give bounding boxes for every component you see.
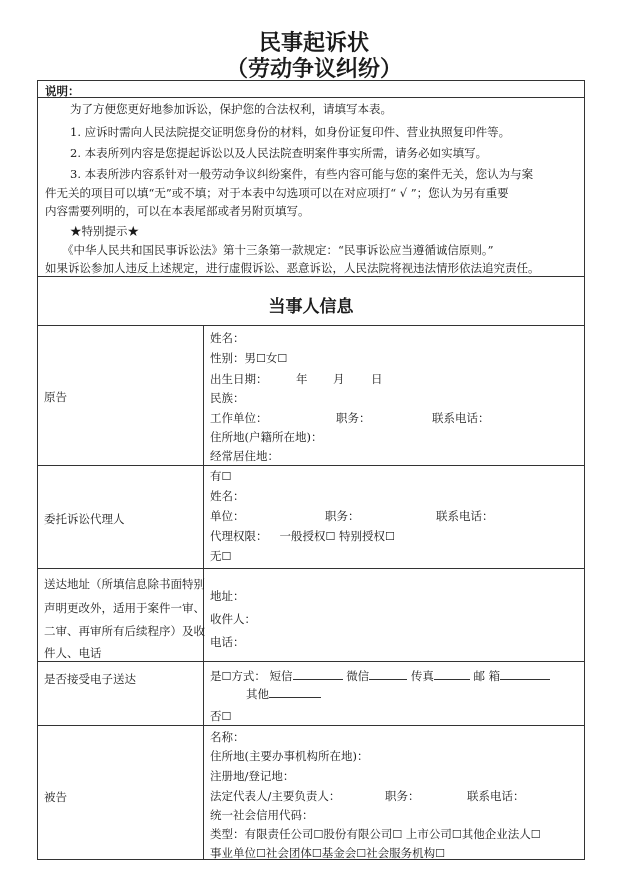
service-label: 送达地址（所填信息除书面特别 [44,577,205,591]
defendant-type-field[interactable] [210,827,541,842]
special-notice-text: 如果诉讼参加人违反上述规定，进行虚假诉讼、恶意诉讼，人民法院将视违法情形依法追究责任。 [45,261,540,275]
defendant-credit-code-field[interactable]: 统一社会信用代码： [210,808,314,822]
checkbox-type-other[interactable]: ☐ [530,828,541,841]
defendant-type-field-cont[interactable] [210,846,445,861]
checkbox-type-joint-stock[interactable]: ☐ [392,828,403,841]
divider [37,97,585,98]
plaintiff-employer-field[interactable]: 工作单位： [210,411,268,425]
email-input[interactable] [500,668,550,680]
agent-none-option[interactable] [210,549,231,564]
plaintiff-gender-field[interactable] [210,351,287,366]
electronic-no-option[interactable] [210,709,231,724]
checkbox-male[interactable]: ☐ [256,352,266,365]
electronic-no-label: 否 [210,709,222,723]
instructions-item-3-cont: 内容需要列明的，可以在本表尾部或者另附页填写。 [45,204,310,218]
checkbox-agent-none[interactable]: ☐ [221,550,232,563]
divider [37,661,585,662]
instructions-item-3-cont: 件无关的项目可以填“无”或不填；对于本表中勾选项可以在对应项打“ √ ”；您认为另有重要 [45,186,509,200]
type-social-group-label: 社会团体 [265,846,312,860]
type-social-service-label: 社会服务机构 [366,846,436,860]
type-llc-label: 类型：有限责任公司 [210,827,314,841]
checkbox-type-social-group[interactable]: ☐ [311,847,322,860]
checkbox-type-llc[interactable]: ☐ [313,828,324,841]
wechat-label: 微信 [346,669,370,683]
checkbox-electronic-yes[interactable]: ☐ [221,670,232,683]
plaintiff-residence-field[interactable]: 经常居住地： [210,449,279,463]
other-label: 其他 [246,687,269,701]
checkbox-type-foundation[interactable]: ☐ [356,847,367,860]
agent-name-field[interactable]: 姓名： [210,489,245,503]
divider [37,465,585,466]
checkbox-type-listed[interactable]: ☐ [451,828,462,841]
agent-unit-field[interactable]: 单位： [210,509,245,523]
checkbox-authority-general[interactable]: ☐ [325,530,336,543]
plaintiff-phone-field[interactable]: 联系电话： [432,411,490,425]
plaintiff-position-field[interactable]: 职务： [336,411,371,425]
gender-female-label: 女 [265,351,278,365]
defendant-position-field[interactable]: 职务： [385,789,420,803]
other-input[interactable] [269,686,321,698]
checkbox-type-social-service[interactable]: ☐ [435,847,445,860]
special-notice-heading: ★特别提示★ [70,224,139,238]
defendant-label: 被告 [44,790,67,804]
method-label: 方式： [231,669,266,683]
service-label: 声明更改外，适用于案件一审、 [44,601,205,615]
agent-has-option[interactable] [210,469,231,484]
service-label: 件人、电话 [44,646,102,660]
electronic-yes-label: 是 [210,669,222,683]
instructions-item-1: 1. 应诉时需向人民法院提交证明您身份的材料，如身份证复印件、营业执照复印件等。 [70,125,511,139]
birth-month-label: 月 [333,372,345,386]
sms-input[interactable] [293,668,343,680]
gender-male-label: 性别：男 [210,351,256,365]
email-label: 邮 箱 [473,669,501,683]
plaintiff-domicile-field[interactable]: 住所地(户籍所在地)： [210,430,323,444]
agent-label: 委托诉讼代理人 [44,512,125,526]
service-recipient-field[interactable]: 收件人： [210,612,256,626]
fax-input[interactable] [434,668,470,680]
type-other-label: 其他企业法人 [461,827,531,841]
service-address-field[interactable]: 地址： [210,589,245,603]
authority-special-label: 特别授权 [339,529,386,543]
agent-authority-field[interactable] [210,529,395,544]
agent-authority-label: 代理权限： [210,529,268,543]
divider [37,276,585,277]
agent-has-label: 有 [210,469,222,483]
divider [37,725,585,726]
section-title: 当事人信息 [268,297,354,317]
fax-label: 传真 [410,669,434,683]
birth-year-label: 年 [296,372,308,386]
electronic-yes-option[interactable] [210,668,550,684]
defendant-registered-field[interactable]: 注册地/登记地： [210,769,295,783]
defendant-phone-field[interactable]: 联系电话： [467,789,525,803]
plaintiff-birth-field[interactable]: 出生日期： [210,372,268,386]
type-listed-label: 上市公司 [405,827,452,841]
type-institution-label: 事业单位 [210,846,256,860]
plaintiff-ethnicity-field[interactable]: 民族： [210,391,245,405]
agent-position-field[interactable]: 职务： [325,509,360,523]
type-foundation-label: 基金会 [321,846,357,860]
checkbox-electronic-no[interactable]: ☐ [221,710,232,723]
column-divider [203,325,204,860]
checkbox-agent-has[interactable]: ☐ [221,470,232,483]
service-label: 二审、再审所有后续程序）及收 [44,624,205,638]
instructions-intro: 为了方便您更好地参加诉讼，保护您的合法权利，请填写本表。 [70,102,392,116]
sms-label: 短信 [269,669,293,683]
service-phone-field[interactable]: 电话： [210,635,245,649]
checkbox-female[interactable]: ☐ [277,352,288,365]
agent-phone-field[interactable]: 联系电话： [436,509,494,523]
defendant-domicile-field[interactable]: 住所地(主要办事机构所在地)： [210,749,369,763]
plaintiff-name-field[interactable]: 姓名： [210,331,245,345]
document-title: 民事起诉状 [258,30,369,56]
divider [37,325,585,326]
checkbox-type-institution[interactable]: ☐ [256,847,266,860]
checkbox-authority-special[interactable]: ☐ [385,530,395,543]
electronic-service-label: 是否接受电子送达 [44,672,136,686]
electronic-other-option[interactable] [246,686,321,701]
agent-none-label: 无 [210,549,222,563]
instructions-item-2: 2. 本表所列内容是您提起诉讼以及人民法院查明案件事实所需，请务必如实填写。 [70,146,488,160]
divider [37,568,585,569]
birth-day-label: 日 [371,372,383,386]
type-joint-stock-label: 股份有限公司 [323,827,393,841]
plaintiff-label: 原告 [44,390,67,404]
authority-general-label: 一般授权 [279,529,326,543]
document-subtitle: （劳动争议纠纷） [225,56,402,82]
special-notice-text: 《中华人民共和国民事诉讼法》第十三条第一款规定：“民事诉讼应当遵循诚信原则。” [62,243,494,257]
instructions-item-3: 3. 本表所涉内容系针对一般劳动争议纠纷案件，有些内容可能与您的案件无关，您认为与案 [70,167,534,181]
wechat-input[interactable] [369,668,407,680]
instructions-heading: 说明： [45,84,80,98]
defendant-legal-rep-field[interactable]: 法定代表人/主要负责人： [210,789,341,803]
defendant-name-field[interactable]: 名称： [210,730,245,744]
